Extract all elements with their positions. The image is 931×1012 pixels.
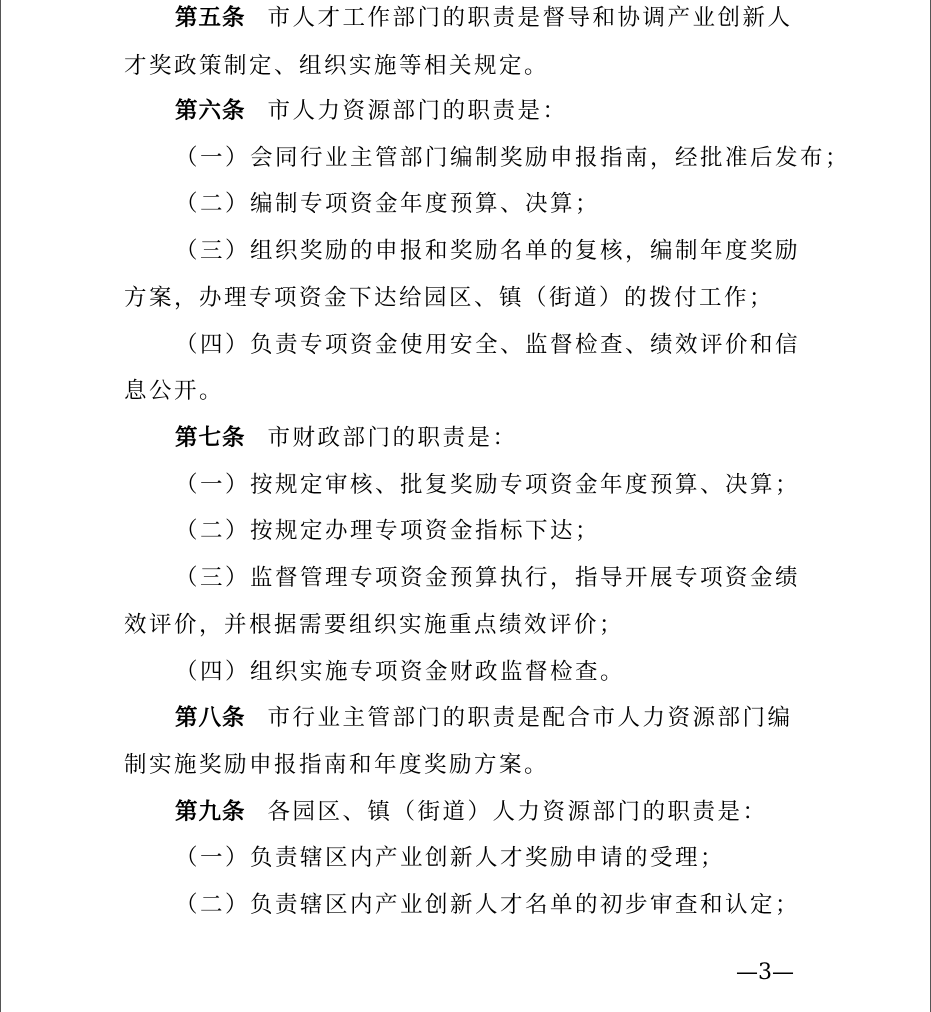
article-6-line-1	[175, 96, 568, 126]
article-8-text: 市行业主管部门的职责是配合市人力资源部门编	[267, 705, 793, 731]
article-7-item-1: （一）按规定审核、批复奖励专项资金年度预算、决算；	[175, 472, 801, 498]
article-6-number: 第六条	[175, 98, 246, 124]
article-6-item-2: （二）编制专项资金年度预算、决算；	[175, 191, 601, 217]
article-7-item-3-line-1: （三）监督管理专项资金预算执行，指导开展专项资金绩	[175, 565, 801, 591]
article-6-text: 市人力资源部门的职责是：	[267, 98, 568, 124]
article-9-item-2: （二）负责辖区内产业创新人才名单的初步审查和认定；	[175, 892, 801, 918]
article-6-item-4-line-1: （四）负责专项资金使用安全、监督检查、绩效评价和信	[175, 332, 801, 358]
article-5-number: 第五条	[175, 5, 246, 31]
article-9-line-1	[175, 797, 768, 827]
article-7-item-2: （二）按规定办理专项资金指标下达；	[175, 518, 601, 544]
article-7-item-3-line-2: 效评价，并根据需要组织实施重点绩效评价；	[124, 612, 625, 638]
article-8-number: 第八条	[175, 705, 246, 731]
article-9-item-1: （一）负责辖区内产业创新人才奖励申请的受理；	[175, 845, 726, 871]
page-border-left	[0, 0, 1, 1012]
article-9-number: 第九条	[175, 799, 246, 825]
article-5-line-1	[175, 3, 793, 33]
article-8-line-2: 制实施奖励申报指南和年度奖励方案。	[124, 752, 550, 778]
article-9-text: 各园区、镇（街道）人力资源部门的职责是：	[267, 799, 768, 825]
article-5-text: 市人才工作部门的职责是督导和协调产业创新人	[267, 5, 793, 31]
article-7-item-4: （四）组织实施专项资金财政监督检查。	[175, 659, 626, 685]
article-5-line-2: 才奖政策制定、组织实施等相关规定。	[124, 53, 550, 79]
page-number: —3—	[736, 960, 794, 985]
article-7-number: 第七条	[175, 425, 246, 451]
article-6-item-3-line-1: （三）组织奖励的申报和奖励名单的复核，编制年度奖励	[175, 238, 801, 264]
article-6-item-4-line-2: 息公开。	[124, 378, 225, 404]
article-6-item-1: （一）会同行业主管部门编制奖励申报指南，经批准后发布；	[175, 145, 851, 171]
article-7-line-1	[175, 423, 518, 453]
article-7-text: 市财政部门的职责是：	[267, 425, 518, 451]
article-6-item-3-line-2: 方案，办理专项资金下达给园区、镇（街道）的拨付工作；	[124, 285, 775, 311]
article-8-line-1	[175, 703, 793, 733]
